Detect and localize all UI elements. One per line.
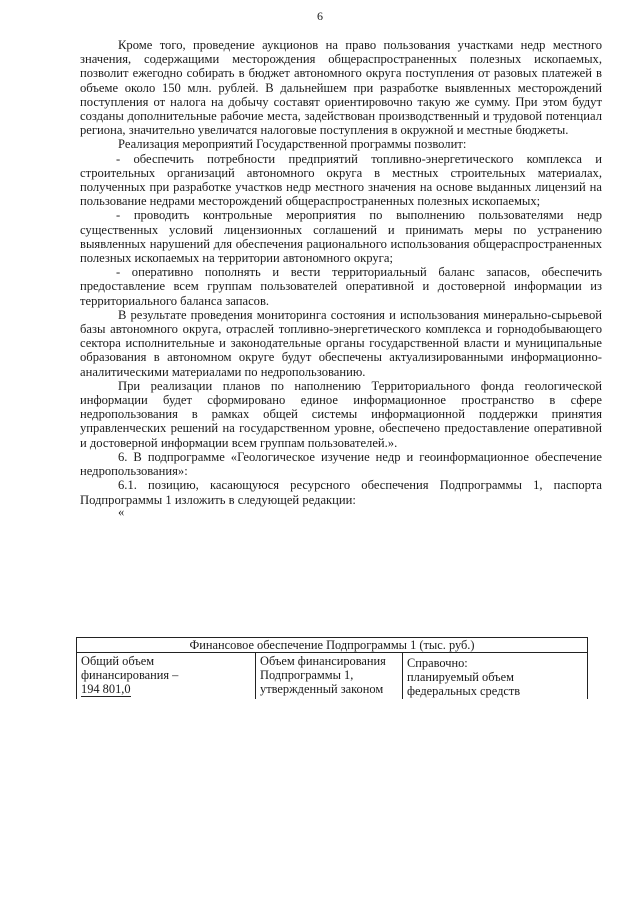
page-number: 6	[317, 9, 323, 23]
bullet-territorial-balance: - оперативно пополнять и вести территориальный баланс запасов, обеспечить предоставление всем группам пользователей оперативной и достоверной информации из территориального баланса запасов.	[80, 265, 602, 308]
total-financing-label-line-1: Общий объем	[81, 654, 155, 668]
approved-financing-cell	[256, 653, 403, 700]
approved-financing-line-2: Подпрограммы 1,	[260, 668, 354, 682]
reference-line-1: Справочно:	[407, 656, 468, 670]
table-caption: Финансовое обеспечение Подпрограммы 1 (тыс. руб.)	[77, 638, 588, 653]
paragraph-item-6-1: 6.1. позицию, касающуюся ресурсного обеспечения Подпрограммы 1, паспорта Подпрограммы 1 изложить в следующей редакции:	[80, 478, 602, 507]
paragraph-information-space: При реализации планов по наполнению Территориального фонда геологической информации будет сформировано единое информационное пространство в сфере недропользования в рамках общей системы информационной поддержки принятия управленческих решений на государственном уровне, обеспечено предоставление оперативной и достоверной информации всем группам пользователей.».	[80, 378, 602, 450]
approved-financing-line-1: Объем финансирования	[260, 654, 386, 668]
body-text	[80, 38, 602, 517]
table-row	[77, 653, 588, 700]
paragraph-program-outcomes-intro: Реализация мероприятий Государственной программы позволит:	[118, 137, 467, 152]
total-financing-value: 194 801,0	[81, 682, 131, 696]
opening-quote-mark: «	[118, 504, 125, 519]
paragraph-monitoring-results: В результате проведения мониторинга состояния и использования минерально-сырьевой базы автономного округа, отраслей топливно-энергетического комплекса и горнодобывающего сектора исполнительные и законодательные органы государственной власти и муниципальные образования в автономном округе будут обеспечены актуализированными информационно-аналитическими материалами по недропользованию.	[80, 307, 602, 379]
total-financing-label-line-2: финансирования –	[81, 668, 179, 682]
table-caption-row	[77, 638, 588, 653]
reference-line-2: планируемый объем	[407, 670, 514, 684]
reference-line-3: федеральных средств	[407, 684, 521, 698]
paragraph-auction-revenue: Кроме того, проведение аукционов на право пользования участками недр местного значения, содержащими месторождения общераспространенных полезных ископаемых, позволит ежегодно собирать в бюджет автономного округа поступления от разовых платежей в объеме около 150 млн. рублей. В дальнейшем при разработке выявленных месторождений поступления от налога на добычу составят ориентировочно такую же сумму. При этом будут созданы дополнительные рабочие места, задействован производственный и трудовой потенциал региона, значительно увеличатся налоговые поступления в окружной и местные бюджеты.	[80, 38, 602, 138]
financing-table	[76, 637, 588, 699]
approved-financing-line-3: утвержденный законом	[260, 682, 384, 696]
bullet-fuel-energy-needs: - обеспечить потребности предприятий топливно-энергетического комплекса и строительных организаций автономного округа в местных строительных материалах, полученных при разработке участков недр местного значения на основе выданных лицензий на пользование недрами месторождений общераспространенных полезных ископаемых;	[80, 151, 602, 209]
bullet-control-measures: - проводить контрольные мероприятия по выполнению пользователями недр существенных условий лицензионных соглашений и принимать меры по устранению выявленных нарушений для обеспечения рационального использования общераспространенных полезных ископаемых на территории автономного округа;	[80, 208, 602, 266]
reference-federal-cell	[403, 653, 588, 700]
paragraph-subprogram-6: 6. В подпрограмме «Геологическое изучение недр и геоинформационное обеспечение недропользования»:	[80, 449, 602, 479]
total-financing-cell	[77, 653, 256, 700]
